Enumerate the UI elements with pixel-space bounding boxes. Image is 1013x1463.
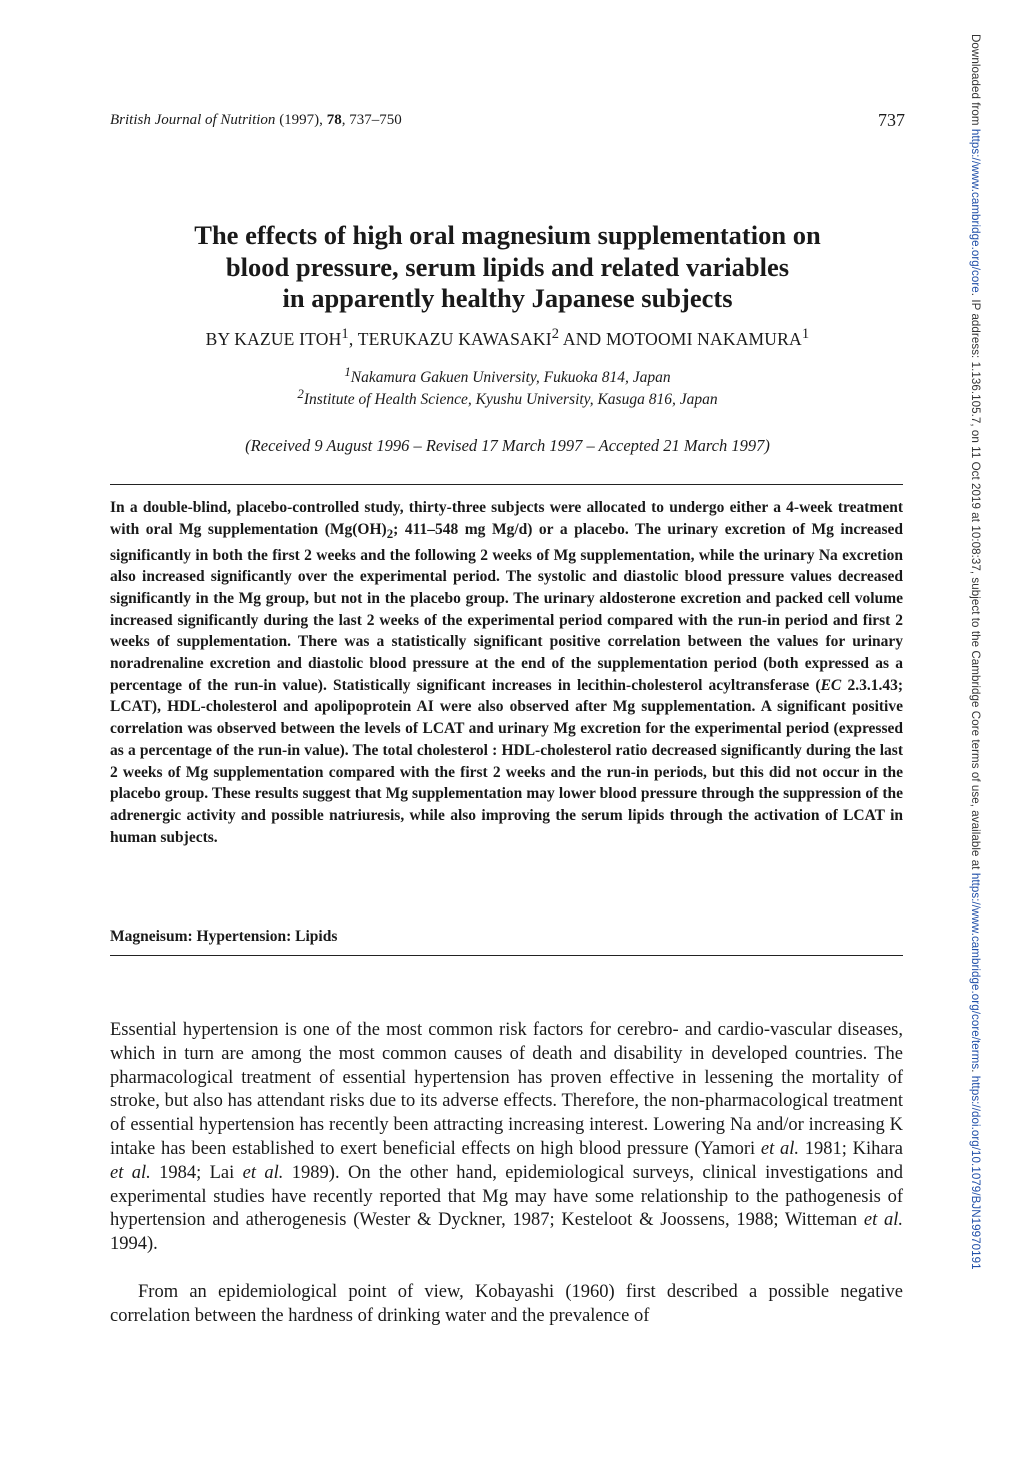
body-paragraph-1 <box>110 1019 903 1257</box>
affiliation-2-mark: 2 <box>297 386 304 401</box>
author-1-affil-mark: 1 <box>341 326 349 342</box>
p1-text-5: 1994). <box>110 1234 158 1255</box>
abstract-part-1: In a double-blind, placebo-controlled study, thirty-three subjects were allocated to undergo either a 4-week treatment with oral Mg supplementation (Mg(OH) <box>110 499 903 538</box>
affiliation-1-mark: 1 <box>344 364 351 379</box>
abstract-bottom-rule <box>110 955 903 956</box>
side-note-text-2: . IP address: 1.136.105.7, on 11 Oct 2019 at 10:08:37, subject to the Cambridge Core terms of use, available at <box>969 292 982 873</box>
article-title <box>110 220 905 315</box>
doi-link[interactable]: https://doi.org/10.1079/BJN19970191 <box>969 1075 982 1270</box>
author-3-affil-mark: 1 <box>801 326 810 342</box>
page-number: 737 <box>878 110 905 130</box>
affiliation-2-text: Institute of Health Science, Kyushu University, Kasuga 816, Japan <box>303 391 718 409</box>
abstract-top-rule <box>110 484 903 485</box>
journal-pages: , 737–750 <box>341 112 402 128</box>
cambridge-core-link[interactable]: https://www.cambridge.org/core <box>969 128 982 293</box>
side-note-text-3: . <box>969 1069 982 1076</box>
terms-link[interactable]: https://www.cambridge.org/core/terms <box>969 872 982 1070</box>
affiliation-1 <box>110 364 905 387</box>
received-dates: (Received 9 August 1996 – Revised 17 March 1997 – Accepted 21 March 1997) <box>245 436 770 455</box>
author-list <box>110 326 905 350</box>
title-line-1: The effects of high oral magnesium supplementation on <box>194 220 821 250</box>
journal-volume: 78 <box>326 112 342 128</box>
abstract-part-2: ; 411–548 mg Mg/d) or a placebo. The urinary excretion of Mg increased significantly in both the first 2 weeks and the following 2 weeks of Mg supplementation, while the urinary Na excretion also increased significantly over the experimental period. The systolic and diastolic blood pressure values decreased significantly in the Mg group, but not in the placebo group. The urinary aldosterone excretion and packed cell volume increased significantly during the last 2 weeks of the experimental period compared with the run-in period and first 2 weeks of supplementation. There was a statistically significant positive correlation between the values for urinary noradrenaline excretion and diastolic blood pressure at the end of the supplementation period (both expressed as a percentage of the run-in value). Statistically significant increases in lecithin-cholesterol acyltransferase ( <box>110 520 903 694</box>
p1-et-al-1: et al. <box>760 1138 800 1159</box>
affiliation-1-text: Nakamura Gakuen University, Fukuoka 814, Japan <box>350 369 671 387</box>
author-1: BY KAZUE ITOH <box>205 328 342 349</box>
author-2: , TERUKAZU KAWASAKI <box>348 328 552 349</box>
abstract-ec-label: EC <box>820 676 842 694</box>
author-3: AND MOTOOMI NAKAMURA <box>559 328 802 349</box>
p1-text-4: 1989). On the other hand, epidemiological surveys, clinical investigations and experimental studies have recently reported that Mg may have some relationship to the pathogenesis of hypertension and atherogenesis (Wester & Dyckner, 1987; Kesteloot & Joossens, 1988; Witteman <box>110 1162 904 1231</box>
author-2-affil-mark: 2 <box>551 326 560 342</box>
abstract-subscript: 2 <box>386 525 394 541</box>
journal-name: British Journal of Nutrition <box>110 112 276 128</box>
p1-et-al-3: et al. <box>242 1162 284 1183</box>
abstract <box>110 497 903 848</box>
journal-year: (1997), <box>275 112 327 128</box>
abstract-part-3: 2.3.1.43; LCAT), HDL-cholesterol and apolipoprotein AI were also observed after Mg supplementation. A significant positive correlation was observed between the levels of LCAT and urinary Mg excretion for the experimental period (expressed as a percentage of the run-in value). The total cholesterol : HDL-cholesterol ratio decreased significantly during the last 2 weeks of Mg supplementation compared with the first 2 weeks and the run-in periods, but this did not occur in the placebo group. These results suggest that Mg supplementation may lower blood pressure through the suppression of the adrenergic activity and possible natriuresis, while also improving the serum lipids through the activation of LCAT in human subjects. <box>110 676 903 846</box>
side-note-text-1: Downloaded from <box>969 34 982 129</box>
p1-et-al-2: et al. <box>110 1162 151 1183</box>
running-head <box>110 112 402 129</box>
p1-text-1: Essential hypertension is one of the most common risk factors for cerebro- and cardio-vascular diseases, which in turn are among the most common causes of death and disability in developed countries. The pharmacological treatment of essential hypertension has proven effective in lessening the mortality of stroke, but also has attendant risks due to its adverse effects. Therefore, the non-pharmacological treatment of essential hypertension has recently been attracting increasing interest. Lowering Na and/or increasing K intake has been established to exert beneficial effects on high blood pressure (Yamori <box>110 1020 903 1159</box>
affiliation-2 <box>110 386 905 409</box>
p1-et-al-4: et al. <box>863 1210 903 1231</box>
title-line-3: in apparently healthy Japanese subjects <box>282 283 733 313</box>
keywords: Magneisum: Hypertension: Lipids <box>110 928 338 945</box>
body-paragraph-2: From an epidemiological point of view, Kobayashi (1960) first described a possible negative correlation between the hardness of drinking water and the prevalence of <box>110 1282 903 1326</box>
p1-text-2: 1981; Kihara <box>799 1138 903 1159</box>
title-line-2: blood pressure, serum lipids and related variables <box>225 251 790 282</box>
download-side-note <box>962 34 982 1434</box>
p1-text-3: 1984; Lai <box>150 1162 243 1183</box>
